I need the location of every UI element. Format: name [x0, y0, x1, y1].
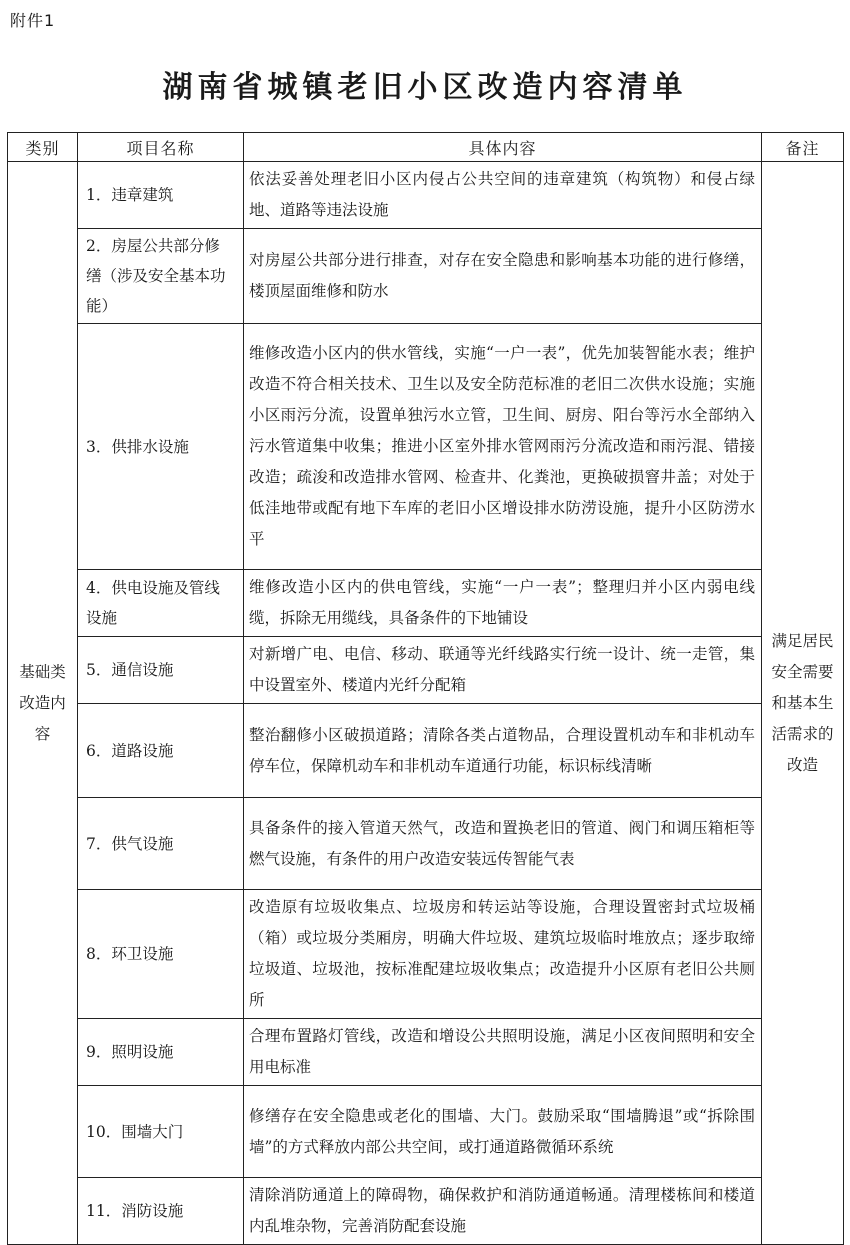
table-header-row	[8, 133, 844, 162]
table-row	[8, 704, 844, 798]
table-row	[8, 570, 844, 637]
item-name: 5．通信设施	[78, 637, 244, 704]
table-row	[8, 162, 844, 229]
item-content: 合理布置路灯管线，改造和增设公共照明设施，满足小区夜间照明和安全用电标准	[244, 1019, 762, 1086]
item-name: 4．供电设施及管线设施	[78, 570, 244, 637]
table-row	[8, 1178, 844, 1245]
item-name: 1．违章建筑	[78, 162, 244, 229]
item-content: 改造原有垃圾收集点、垃圾房和转运站等设施，合理设置密封式垃圾桶（箱）或垃圾分类厢房，明确大件垃圾、建筑垃圾临时堆放点；逐步取缔垃圾道、垃圾池，按标准配建垃圾收集点；改造提升小区原有老旧公共厕所	[244, 890, 762, 1019]
item-name: 2．房屋公共部分修缮（涉及安全基本功能）	[78, 229, 244, 324]
table-row	[8, 1086, 844, 1178]
item-name: 8．环卫设施	[78, 890, 244, 1019]
category-cell: 基础类改造内容	[8, 162, 78, 1245]
table-row	[8, 637, 844, 704]
item-content: 修缮存在安全隐患或老化的围墙、大门。鼓励采取“围墙腾退”或“拆除围墙”的方式释放内部公共空间，或打通道路微循环系统	[244, 1086, 762, 1178]
renovation-list-table	[7, 132, 844, 1245]
item-name: 9．照明设施	[78, 1019, 244, 1086]
document-title: 湖南省城镇老旧小区改造内容清单	[162, 70, 688, 105]
annex-label: 附件1	[10, 11, 56, 30]
header-item-name: 项目名称	[78, 133, 244, 162]
header-category: 类别	[8, 133, 78, 162]
item-content: 依法妥善处理老旧小区内侵占公共空间的违章建筑（构筑物）和侵占绿地、道路等违法设施	[244, 162, 762, 229]
table-row	[8, 798, 844, 890]
item-name: 11．消防设施	[78, 1178, 244, 1245]
item-name: 7．供气设施	[78, 798, 244, 890]
item-content: 维修改造小区内的供水管线，实施“一户一表”，优先加装智能水表；维护改造不符合相关技术、卫生以及安全防范标准的老旧二次供水设施；实施小区雨污分流，设置单独污水立管，卫生间、厨房、阳台等污水全部纳入污水管道集中收集；推进小区室外排水管网雨污分流改造和雨污混、错接改造；疏浚和改造排水管网、检查井、化粪池，更换破损窨井盖；对处于低洼地带或配有地下车库的老旧小区增设排水防涝设施，提升小区防涝水平	[244, 324, 762, 570]
table-row	[8, 324, 844, 570]
header-note: 备注	[762, 133, 844, 162]
item-content: 清除消防通道上的障碍物，确保救护和消防通道畅通。清理楼栋间和楼道内乱堆杂物，完善消防配套设施	[244, 1178, 762, 1245]
item-name: 3．供排水设施	[78, 324, 244, 570]
note-cell: 满足居民安全需要和基本生活需求的改造	[762, 162, 844, 1245]
item-name: 6．道路设施	[78, 704, 244, 798]
item-content: 对新增广电、电信、移动、联通等光纤线路实行统一设计、统一走管，集中设置室外、楼道内光纤分配箱	[244, 637, 762, 704]
table-row	[8, 1019, 844, 1086]
header-content: 具体内容	[244, 133, 762, 162]
item-content: 整治翻修小区破损道路；清除各类占道物品，合理设置机动车和非机动车停车位，保障机动车和非机动车道通行功能，标识标线清晰	[244, 704, 762, 798]
item-content: 具备条件的接入管道天然气，改造和置换老旧的管道、阀门和调压箱柜等燃气设施，有条件的用户改造安装远传智能气表	[244, 798, 762, 890]
item-content: 对房屋公共部分进行排查，对存在安全隐患和影响基本功能的进行修缮，楼顶屋面维修和防水	[244, 229, 762, 324]
table-row	[8, 229, 844, 324]
item-content: 维修改造小区内的供电管线，实施“一户一表”；整理归并小区内弱电线缆，拆除无用缆线，具备条件的下地铺设	[244, 570, 762, 637]
item-name: 10．围墙大门	[78, 1086, 244, 1178]
table-row	[8, 890, 844, 1019]
